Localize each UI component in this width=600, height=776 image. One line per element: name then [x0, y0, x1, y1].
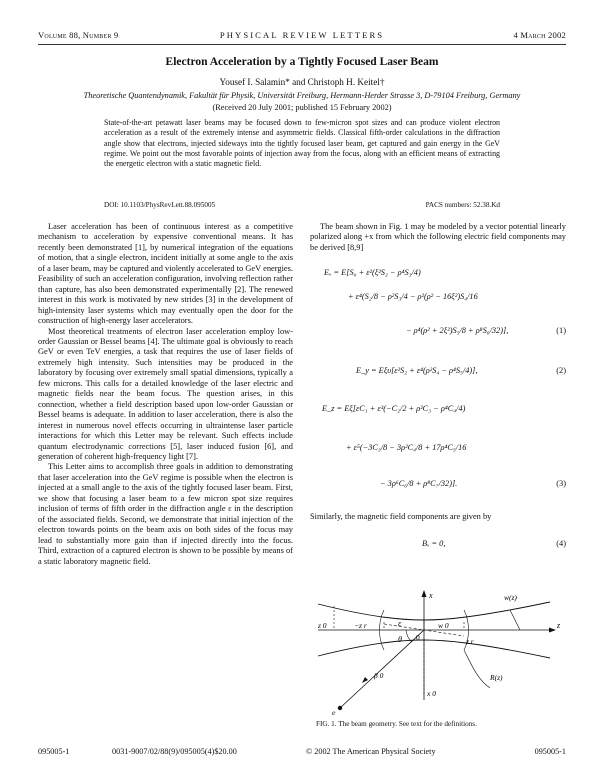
pacs-numbers: PACS numbers: 52.38.Kd	[425, 201, 500, 209]
issue-date: 4 March 2002	[513, 30, 566, 40]
paper-title: Electron Acceleration by a Tightly Focused Laser Beam	[165, 56, 439, 68]
running-header	[38, 30, 566, 44]
label-neg-zr: −z r	[354, 621, 367, 630]
label-electron: e	[332, 708, 336, 716]
label-x: x	[429, 591, 433, 600]
copyright: © 2002 The American Physical Society	[306, 747, 436, 756]
paragraph-beam-model: The beam shown in Fig. 1 may be modeled by a vector potential linearly polarized along +x from which the following electric field components may be derived [8,9]	[310, 222, 566, 252]
equation-number-4: (4)	[556, 539, 566, 548]
affiliation: Theoretische Quantendynamik, Fakultät für Physik, Universität Freiburg, Hermann-Herder Strasse 3, D-79104 Freiburg, Germany	[83, 91, 521, 100]
equation-1-line-1: Eₓ = E[S₀ + ε²(ξ²S₂ − ρ⁴S₃/4)	[324, 268, 421, 277]
label-theta: θ	[398, 635, 402, 644]
equation-4: Bₓ = 0,	[422, 539, 446, 548]
label-w0: w 0	[438, 621, 449, 630]
equation-3-line-1: E_z = Eξ[εC₁ + ε³(−C₂/2 + ρ²C₃ − ρ⁴C₄/4)	[322, 404, 466, 413]
electron-dot	[338, 706, 342, 710]
equation-2: E_y = Eξυ[ε²S₂ + ε⁴(ρ²S₄ − ρ⁴S₅/4)],	[356, 366, 478, 375]
right-column-intro	[310, 222, 566, 253]
label-zr: z r	[466, 637, 474, 646]
right-column-magnetic	[310, 512, 566, 522]
journal-name: PHYSICAL REVIEW LETTERS	[219, 30, 385, 40]
z-axis-arrow	[549, 628, 556, 633]
figure-caption: FIG. 1. The beam geometry. See text for the definitions.	[316, 720, 477, 728]
beta0-arrow	[362, 677, 368, 683]
article-code: 0031-9007/02/88(9)/095005(4)$20.00	[112, 747, 237, 756]
wz-marker	[510, 610, 520, 630]
label-beta0: β 0	[374, 671, 384, 680]
beam-geometry-figure	[314, 582, 566, 716]
label-z: z	[557, 621, 561, 630]
doi: DOI: 10.1103/PhysRevLett.88.095005	[104, 201, 216, 209]
equation-3-line-3: − 3ρ⁶C₆/8 + ρ⁸C₇/32)].	[380, 479, 458, 488]
equation-3-line-2: + ε⁵(−3C₃/8 − 3ρ²C₄/8 + 17ρ⁴C₅/16	[346, 443, 467, 452]
label-origin: 0	[416, 633, 420, 642]
left-column	[38, 222, 293, 567]
received-dates: (Received 20 July 2001; published 15 February 2002)	[212, 103, 392, 112]
label-epsilon: ε	[398, 619, 402, 628]
x-axis-arrow	[422, 590, 427, 597]
page-number-right: 095005-1	[534, 747, 566, 756]
equation-number-2: (2)	[556, 366, 566, 375]
author-list: Yousef I. Salamin* and Christoph H. Keitel†	[219, 77, 385, 87]
label-rz: R(z)	[490, 673, 503, 682]
paragraph-magnetic: Similarly, the magnetic field components are given by	[310, 512, 492, 521]
beam-envelope-top	[318, 602, 550, 620]
paragraph-goals: This Letter aims to accomplish three goals in addition to demonstrating that laser acceleration into the GeV regime is possible when the electron is injected at a small angle to the axis of the tightly focused laser beam. First, we show that focusing a laser beam to a few micron spot size requires inclusion of terms of fifth order in the diffraction angle ε in the description of the associated fields. Second, we demonstrate that initial injection of the electron towards points on the beam axis on both sides of the focus may lead to substantially more gain than if injected directly into the focus. Third, extraction of a captured electron is shown to be possible by means of a static laboratory magnetic field.	[38, 462, 293, 566]
equation-1-line-3: − ρ⁴(ρ² + 2ξ²)S₅/8 + ρ⁸S₆/32)],	[406, 326, 509, 335]
equation-1-line-2: + ε⁴(S₂/8 − ρ²S₃/4 − ρ²(ρ² − 16ξ²)S₄/16	[348, 292, 478, 301]
beam-envelope-bottom	[318, 640, 550, 658]
label-z0: z 0	[318, 621, 327, 630]
paragraph-intro: Laser acceleration has been of continuous interest as a competitive mechanism to acceleration by expensive conventional means. It has recently been demonstrated [1], by numerical integration of the equations of motion, that a single electron, incident initially at some angle to the axis of a laser beam, may be captured and violently accelerated to GeV energies. Feasibility of such an acceleration configuration, involving reflection rather than capture, has also been demonstrated experimentally [2]. The renewed interest in this work is motivated by new strides [3] in the development of high-intensity laser systems which may eventually open the door for the construction of high-energy laser accelerators.	[38, 222, 293, 326]
equation-number-1: (1)	[556, 326, 566, 335]
label-x0: x 0	[427, 689, 436, 698]
equation-number-3: (3)	[556, 479, 566, 488]
label-wz: w(z)	[504, 593, 517, 602]
page-number-left: 095005-1	[38, 747, 70, 756]
radius-curvature-curve	[464, 650, 490, 688]
header-rule	[38, 44, 566, 45]
paragraph-theory: Most theoretical treatments of electron laser acceleration employ low-order Gaussian or Bessel beams [4]. The ultimate goal is obviously to reach GeV or even TeV energies, a task that requires the use of laser fields of extremely high intensity. Such intensities may be produced in the laboratory by focusing over extremely small spatial dimensions, typically a few microns. This calls for a detailed knowledge of the laser electric and magnetic fields near the beam focus. The question arises, in this connection, whether a field description based upon low-order Gaussian or Bessel beams is adequate. In addition to laser acceleration, there is also the interest in numerous novel effects occurring in ultraintense laser particle interactions for which this Letter may be relevant. Such effects include quantum electrodynamic corrections [5], laser induced fusion [6], and generation of coherent high-frequency light [7].	[38, 326, 293, 461]
volume-number: Volume 88, Number 9	[38, 30, 119, 40]
abstract: State-of-the-art petawatt laser beams may be focused down to few-micron spot sizes and can produce violent electron acceleration as a result of the extremely intense and asymmetric fields. Classical fifth-order calculations in the diffraction angle show that electrons, injected sideways into the tightly focused laser beam, get captured and gain energy in the GeV regime. We point out the most favorable points of injection away from the focus, along with an efficient means of extracting the energetic electron with a static magnetic field.	[104, 118, 500, 169]
